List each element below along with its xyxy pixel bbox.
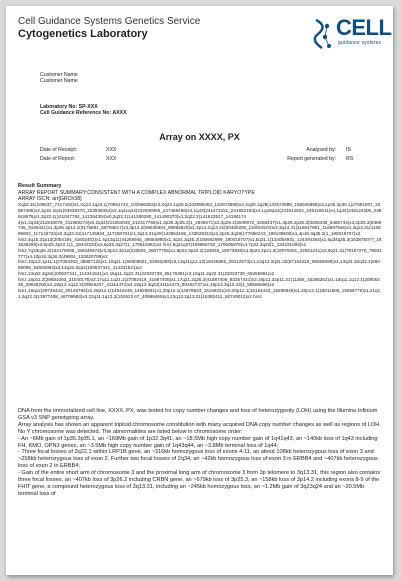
result-summary <box>18 190 382 299</box>
customer-name-2: Customer Name <box>40 78 78 85</box>
organization-name: Cell Guidance Systems Genetics Service <box>18 16 201 27</box>
report-date-label: Date of Report: <box>40 156 76 162</box>
narrative-paragraph: Array analysis has shown an apparent triploid chromosome constitution with many acquired DNA copy number changes as well as regions of LOH. No Y chromosome was detected. The abnormalities are listed below in chromosome order: <box>18 421 381 435</box>
narrative-paragraph: - Gain of the entire short arm of chromosome 3 and the proximal long arm of chromosome 3 from 3p telomere to 3q13.31, this region also contains three focal losses, an ~407kb loss of 3p26.2 including CRBN gene, an ~679kb loss of 3p25.3, an ~158kb loss of 3p14.2 including exons 8-9 of the FHIT gene, a compound heterozygous loss of 3q13.31, including an ~245kb homozygous loss, an ~1.2Mb gain of 3q23q24 and an ~20.5Mb terminal loss of <box>18 470 381 497</box>
report-date-value: XXX <box>106 156 117 162</box>
company-logo <box>312 16 390 56</box>
laboratory-name: Cytogenetics Laboratory <box>18 28 148 40</box>
receipt-value: XXX <box>106 147 117 153</box>
karyotype-block-3: hmz,4q15.31p13(2054194_41602402)x1,4p13q11(44265946_49084990)x1,4q34.3q35.2(180662999_190016707)x1,5q31.1(134054931_134494364)x1,5q34q35.3(163875077_181538269)x3,6p25.3p22.1(1_29442233)x3,6p25.3q27(1_170610382)x2 hmz,6q21q27(109866792_170605979)x3,7p22.3q33(1_134231008)x2 <box>18 236 382 248</box>
laboratory-number: Laboratory No: SP-XXX <box>40 104 98 110</box>
result-summary-heading: Result Summary <box>18 183 62 189</box>
karyotype-block-5: hmz,10p12.1p11.1(27054303_38857126)x1,10q21.1(58609821_52682288)x3,13q11q12.13(18445955_26412573)x1,13q12.2q21.32(67154215_68069098)x4,13q21.32q32.1(68069099_94826084)x3,13q32.3q34(100637341_114341521)x2 <box>18 259 380 271</box>
result-narrative <box>18 408 382 498</box>
karyotype-block-8: hmz,19q12(29725443_30146794)x3,20p12.1(14542248_14825631)x1,20p12.1(14879833_15159231)x0,20p12.1(15164442_15298849)x1,20p12.1(15811806_15956779)x1,21q11.2q22.3(13977408_46709983)x3,22q11.1q13.2(153523 67_40969469)x3,22q13.2q13.31(15382411_50749012)x2 hmz <box>18 287 381 299</box>
logo-wordmark: CELL <box>336 15 392 40</box>
karyotype-block-4: hmz,7q33q36.3(134176009_159345973)x3,8p23.3p12(220692_36077755)x1,9p24.3p22.2(133828_18073936)x1,9p22.2p21.3(18076281_22551241)x3,9q21.31(79167270_79931777)x4,10p15.3q26.3(49904_133620799)x2 <box>18 248 382 259</box>
array-iscn-label: ARRAY ISCN: arr[GRCh38] <box>18 196 82 203</box>
report-header <box>18 16 390 61</box>
report-title: Array on XXXX, PX <box>159 132 240 142</box>
karyotype-block-1: Xq22.31(106537_7417150)x1,Xq13.1q22.1(70651742_102996363)x3,Xq22.1q26.2(102996363_132572888)x4,Xq26.2q28(132572889_156040895)x3,1p35.3p35.1(27891007_33687488)x3,1p32.3q41(53529370_222939354)x3,1q41q44(222939355_247465468)x4,1q43(241473151_241652183)x4,1q43q44(241612832_245115611)x4,1q44(245124206_248918679)x1,2p22.1(141047782_141364304)x0,2q22.1(141280280_141490370)x1,2q22.2(141623517_14188174 <box>18 202 382 219</box>
analysed-by-value: IS <box>346 147 351 153</box>
logo-tagline: guidance systems <box>338 40 382 46</box>
narrative-paragraph: DNA from the immortalized cell line, XXXX, PX, was tested for copy number changes and loss of heterozygosity (LOH) using the Illumina Infinium GSA v3 SNP genotyping array. <box>18 408 378 421</box>
generated-by-value: RS <box>346 156 354 162</box>
reference-number: Cell Guidance Reference No: AXXX <box>40 110 127 117</box>
karyotype-block-2: 4)x1,2q34(211918078_211960274)x0,2q34(211964046_212317756)x1,3p26.3p25.2(1_2849071)x3,3p26.2(2849072_3256437)x1,3p26.2p25.3(3256438_8486744)x3,3p25.3(8486745_9165441)x1,3p25.3p14.2(9175891_59793817)x3,3p14.2(59835694_59993820)x1,3p14.2q13.31(60460206_115019104)x3,3q13.31(116647891_116897946)x1,3q13.31(116898602_117143734)x0,3q13.31(117145824_117206704)x1,3q13.31q29(142652185_143829313)x3,3p26.3q29(177656243_198138508)x1,4p16.3q35.2(1_190016707)x2 <box>18 219 382 236</box>
narrative-paragraph: - Three focal losses of 2q22.1 within LRP1B gene, an ~316kb homozygous loss of exons 4-11, an about 108kb heterozygous loss of exon 3 and ~258kb heterozygous loss of exon 2. Further two focal losses of 2q34, an ~42kb homozygous loss of exon 3 in ERBB4 and ~407kb heterozygous loss of exon 2 in ERBB4; <box>18 449 378 470</box>
generated-by-label: Report generated by: <box>287 156 336 162</box>
narrative-paragraph: - An ~6Mb gain of 1p35.3p35.1, an ~169Mb gain of 1p32.3q41, an ~18.5Mb high copy number gain of 1q41q43, an ~140kb loss of 1q43 including FH, KMO, OPN3 genes, an ~3.5Mb high copy number gain of 1q43q44, an ~3.8Mb terminal loss of 1q44; <box>18 435 378 449</box>
lab-info-block <box>40 104 127 117</box>
customer-name: Customer Name <box>40 72 78 78</box>
karyotype-block-6: hmz,13q32.3q34(100637341_114341521)x1,15q11.2q22.31(22033739_65176381)x3,15q11.2q22.31(22033739_65255981)x2 <box>18 270 275 276</box>
analysed-by-label: Analysed by: <box>306 147 336 153</box>
report-page <box>6 6 393 575</box>
receipt-label: Date of Receipt: <box>40 147 78 153</box>
customer-block <box>40 72 78 85</box>
cell-guidance-logo-mark <box>312 18 334 52</box>
karyotype-block-7: hmz,16p11.2(29681093_31040175)x3,17q11.1q21.2(27052418_41587405)x1,17q21.2q25.3(41587406_83257441)x3,18p11.32p11.21(11368_15286252)x1,18q11.1q12.1(20805338_29926206)x3,18q12.1q12.3(29926207_41114472)x4,18q12.3q23(41114473_80252737)x1,19p13.3q13.43(1_58586566)x2 <box>18 276 380 288</box>
array-report-summary: ARRAY REPORT SUMMARY:CONSISTENT WITH A COMPLEX ABNORMAL TRIPLOID KARYOTYPE <box>18 190 255 196</box>
